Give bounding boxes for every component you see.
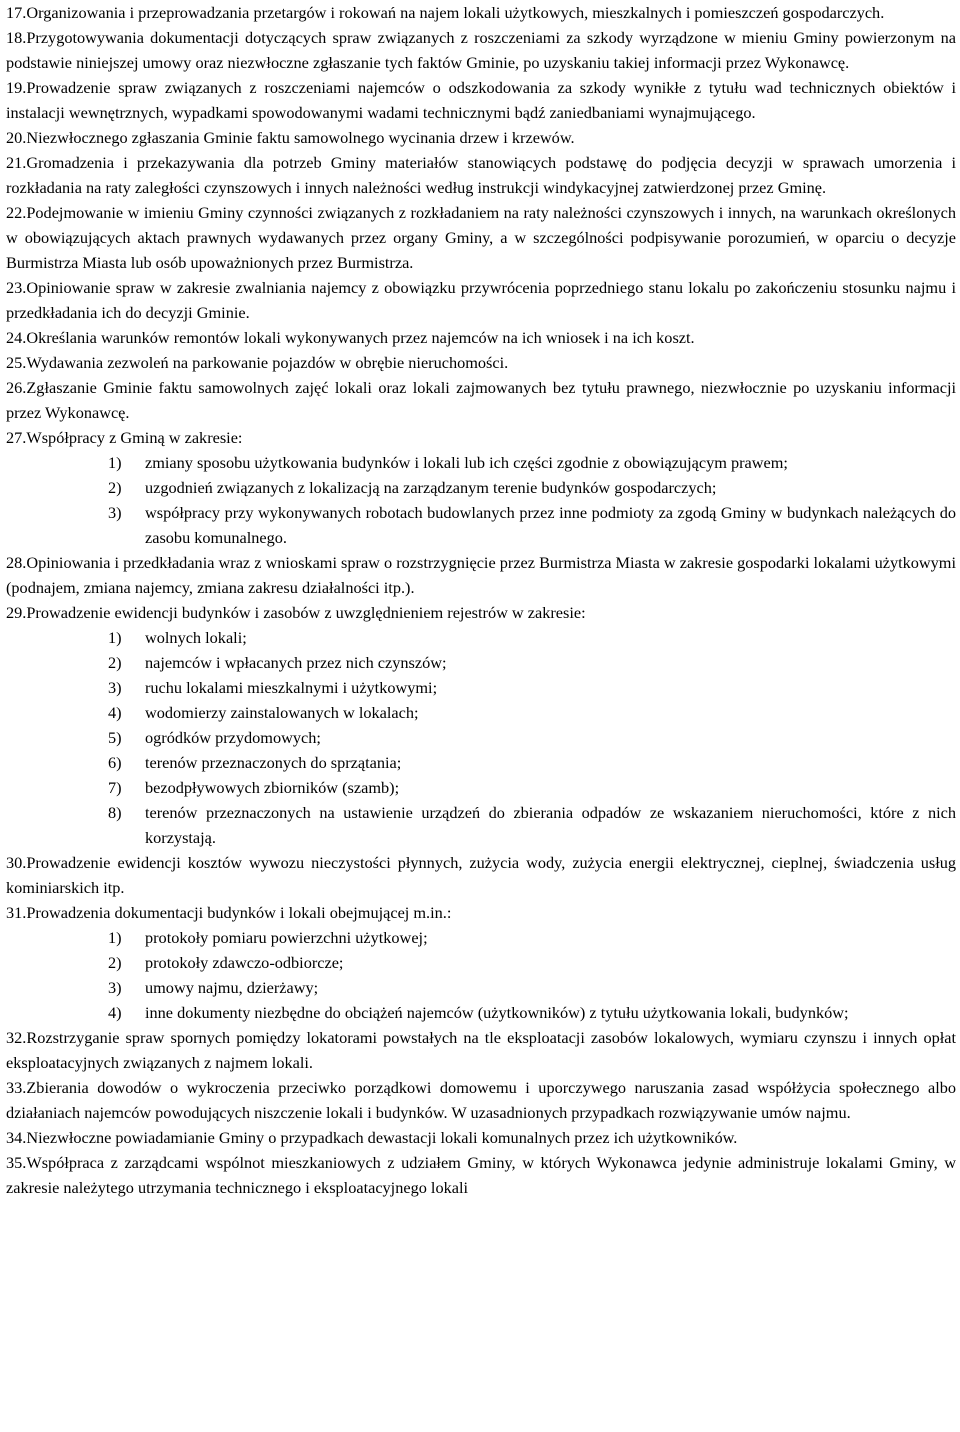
sub-item-text: współpracy przy wykonywanych robotach budowlanych przez inne podmioty za zgodą Gminy w budynkach należących do zasobu komunalnego.	[145, 503, 956, 547]
sub-item-text: umowy najmu, dzierżawy;	[145, 978, 319, 997]
sub-item-text: wolnych lokali;	[145, 628, 247, 647]
sub-list-item	[6, 975, 956, 1000]
item-number: 24.	[6, 328, 27, 347]
sub-list-item	[6, 500, 956, 550]
item-text: Zbierania dowodów o wykroczenia przeciwko porządkowi domowemu i uporczywego naruszania zasad współżycia społecznego albo działaniach najemców powodujących niszczenie lokali i budynków. W uzasadnionych przypadkach rozwiązywanie umów najmu.	[6, 1078, 956, 1122]
item-text: Współpraca z zarządcami wspólnot mieszkaniowych z udziałem Gminy, w których Wykonawca jedynie administruje lokalami Gminy, w zakresie należytego utrzymania technicznego i eksploatacyjnego lokali	[6, 1153, 956, 1197]
sub-item-number: 1)	[108, 628, 122, 647]
list-item	[6, 1075, 956, 1125]
sub-item-text: terenów przeznaczonych na ustawienie urządzeń do zbierania odpadów ze wskazaniem nieruchomości, które z nich korzystają.	[145, 803, 956, 847]
sub-item-number: 2)	[108, 653, 122, 672]
sub-item-number: 4)	[108, 1003, 122, 1022]
sub-item-text: najemców i wpłacanych przez nich czynszów;	[145, 653, 447, 672]
item-number: 33.	[6, 1078, 27, 1097]
sub-item-text: zmiany sposobu użytkowania budynków i lokali lub ich części zgodnie z obowiązującym prawem;	[145, 453, 788, 472]
list-item	[6, 1150, 956, 1200]
item-text: Niezwłocznego zgłaszania Gminie faktu samowolnego wycinania drzew i krzewów.	[26, 128, 575, 147]
list-item	[6, 325, 956, 350]
sub-list	[6, 925, 956, 1025]
sub-list	[6, 625, 956, 850]
document-page	[6, 0, 956, 1200]
item-text: Współpracy z Gminą w zakresie:	[26, 428, 243, 447]
sub-item-number: 7)	[108, 778, 122, 797]
sub-item-text: protokoły zdawczo-odbiorcze;	[145, 953, 344, 972]
item-number: 31.	[6, 903, 27, 922]
item-text: Podejmowanie w imieniu Gminy czynności związanych z rozkładaniem na raty należności czynszowych i innych, na warunkach określonych w obowiązujących aktach prawnych wydawanych przez organy Gminy, a w szczególności podpisywanie porozumień, w oparciu o decyzje Burmistrza Miasta lub osób upoważnionych przez Burmistrza.	[6, 203, 956, 272]
item-number: 20.	[6, 128, 27, 147]
list-item	[6, 0, 956, 25]
list-item	[6, 350, 956, 375]
item-number: 23.	[6, 278, 27, 297]
item-text: Prowadzenie ewidencji budynków i zasobów z uwzględnieniem rejestrów w zakresie:	[26, 603, 586, 622]
sub-list	[6, 450, 956, 550]
item-number: 30.	[6, 853, 27, 872]
sub-item-number: 3)	[108, 503, 122, 522]
item-number: 32.	[6, 1028, 27, 1047]
sub-list-item	[6, 625, 956, 650]
sub-list-item	[6, 725, 956, 750]
sub-item-number: 6)	[108, 753, 122, 772]
sub-item-number: 3)	[108, 678, 122, 697]
item-number: 18.	[6, 28, 27, 47]
sub-item-text: uzgodnień związanych z lokalizacją na zarządzanym terenie budynków gospodarczych;	[145, 478, 717, 497]
list-item	[6, 25, 956, 75]
sub-item-number: 2)	[108, 953, 122, 972]
item-text: Prowadzenie spraw związanych z roszczeniami najemców o odszkodowania za szkody wynikłe z tytułu wad technicznych obiektów i instalacji wewnętrznych, wypadkami spowodowanymi wadami technicznymi bądź zaniedbaniami wynajmującego.	[6, 78, 956, 122]
item-number: 22.	[6, 203, 27, 222]
sub-item-number: 3)	[108, 978, 122, 997]
list-item	[6, 1025, 956, 1075]
sub-list-item	[6, 700, 956, 725]
item-number: 25.	[6, 353, 27, 372]
sub-list-item	[6, 650, 956, 675]
sub-item-text: ruchu lokalami mieszkalnymi i użytkowymi;	[145, 678, 438, 697]
sub-item-text: bezodpływowych zbiorników (szamb);	[145, 778, 400, 797]
item-text: Prowadzenie ewidencji kosztów wywozu nieczystości płynnych, zużycia wody, zużycia energii elektrycznej, cieplnej, świadczenia usług kominiarskich itp.	[6, 853, 956, 897]
sub-list-item	[6, 1000, 956, 1025]
list-item	[6, 150, 956, 200]
list-item	[6, 200, 956, 275]
item-text: Wydawania zezwoleń na parkowanie pojazdów w obrębie nieruchomości.	[26, 353, 509, 372]
sub-item-number: 2)	[108, 478, 122, 497]
item-number: 34.	[6, 1128, 27, 1147]
sub-item-text: wodomierzy zainstalowanych w lokalach;	[145, 703, 419, 722]
sub-item-text: protokoły pomiaru powierzchni użytkowej;	[145, 928, 428, 947]
list-item	[6, 1125, 956, 1150]
sub-item-text: ogródków przydomowych;	[145, 728, 321, 747]
list-item	[6, 425, 956, 450]
sub-item-number: 1)	[108, 453, 122, 472]
item-text: Rozstrzyganie spraw spornych pomiędzy lokatorami powstałych na tle eksploatacji zasobów lokalowych, wymiaru czynszu i innych opłat eksploatacyjnych związanych z najmem lokali.	[6, 1028, 956, 1072]
sub-list-item	[6, 775, 956, 800]
list-item	[6, 600, 956, 625]
list-item	[6, 75, 956, 125]
item-text: Organizowania i przeprowadzania przetargów i rokowań na najem lokali użytkowych, mieszkalnych i pomieszczeń gospodarczych.	[26, 3, 885, 22]
sub-list-item	[6, 925, 956, 950]
sub-item-text: terenów przeznaczonych do sprzątania;	[145, 753, 402, 772]
item-text: Niezwłoczne powiadamianie Gminy o przypadkach dewastacji lokali komunalnych przez ich użytkowników.	[26, 1128, 738, 1147]
sub-list-item	[6, 675, 956, 700]
list-item	[6, 275, 956, 325]
sub-item-number: 5)	[108, 728, 122, 747]
item-number: 28.	[6, 553, 27, 572]
list-item	[6, 375, 956, 425]
item-text: Przygotowywania dokumentacji dotyczących spraw związanych z roszczeniami za szkody wyrządzone w mieniu Gminy powierzonym na podstawie niniejszej umowy oraz niezwłoczne zgłaszanie tych faktów Gminie, po uzyskaniu takiej informacji przez Wykonawcę.	[6, 28, 956, 72]
item-number: 27.	[6, 428, 27, 447]
item-text: Określania warunków remontów lokali wykonywanych przez najemców na ich wniosek i na ich koszt.	[26, 328, 695, 347]
list-item	[6, 850, 956, 900]
item-number: 35.	[6, 1153, 27, 1172]
item-number: 29.	[6, 603, 27, 622]
item-text: Prowadzenia dokumentacji budynków i lokali obejmującej m.in.:	[26, 903, 452, 922]
sub-list-item	[6, 750, 956, 775]
sub-list-item	[6, 950, 956, 975]
item-number: 17.	[6, 3, 27, 22]
sub-list-item	[6, 450, 956, 475]
sub-list-item	[6, 475, 956, 500]
list-item	[6, 550, 956, 600]
item-text: Opiniowanie spraw w zakresie zwalniania najemcy z obowiązku przywrócenia poprzedniego stanu lokalu po zakończeniu stosunku najmu i przedkładania ich do decyzji Gminie.	[6, 278, 956, 322]
item-text: Gromadzenia i przekazywania dla potrzeb Gminy materiałów stanowiących podstawę do podjęcia decyzji w sprawach umorzenia i rozkładania na raty zaległości czynszowych i innych należności według instrukcji windykacyjnej zatwierdzonej przez Gminę.	[6, 153, 956, 197]
sub-item-number: 1)	[108, 928, 122, 947]
list-item	[6, 900, 956, 925]
list-item	[6, 125, 956, 150]
item-number: 19.	[6, 78, 27, 97]
item-text: Opiniowania i przedkładania wraz z wnioskami spraw o rozstrzygnięcie przez Burmistrza Miasta w zakresie gospodarki lokalami użytkowymi (podnajem, zmiana najemcy, zmiana zakresu działalności itp.).	[6, 553, 956, 597]
sub-item-number: 4)	[108, 703, 122, 722]
sub-item-text: inne dokumenty niezbędne do obciążeń najemców (użytkowników) z tytułu użytkowania lokali, budynków;	[145, 1003, 849, 1022]
item-number: 26.	[6, 378, 27, 397]
item-text: Zgłaszanie Gminie faktu samowolnych zajęć lokali oraz lokali zajmowanych bez tytułu prawnego, niezwłocznie po uzyskaniu informacji przez Wykonawcę.	[6, 378, 956, 422]
sub-item-number: 8)	[108, 803, 122, 822]
sub-list-item	[6, 800, 956, 850]
item-number: 21.	[6, 153, 27, 172]
